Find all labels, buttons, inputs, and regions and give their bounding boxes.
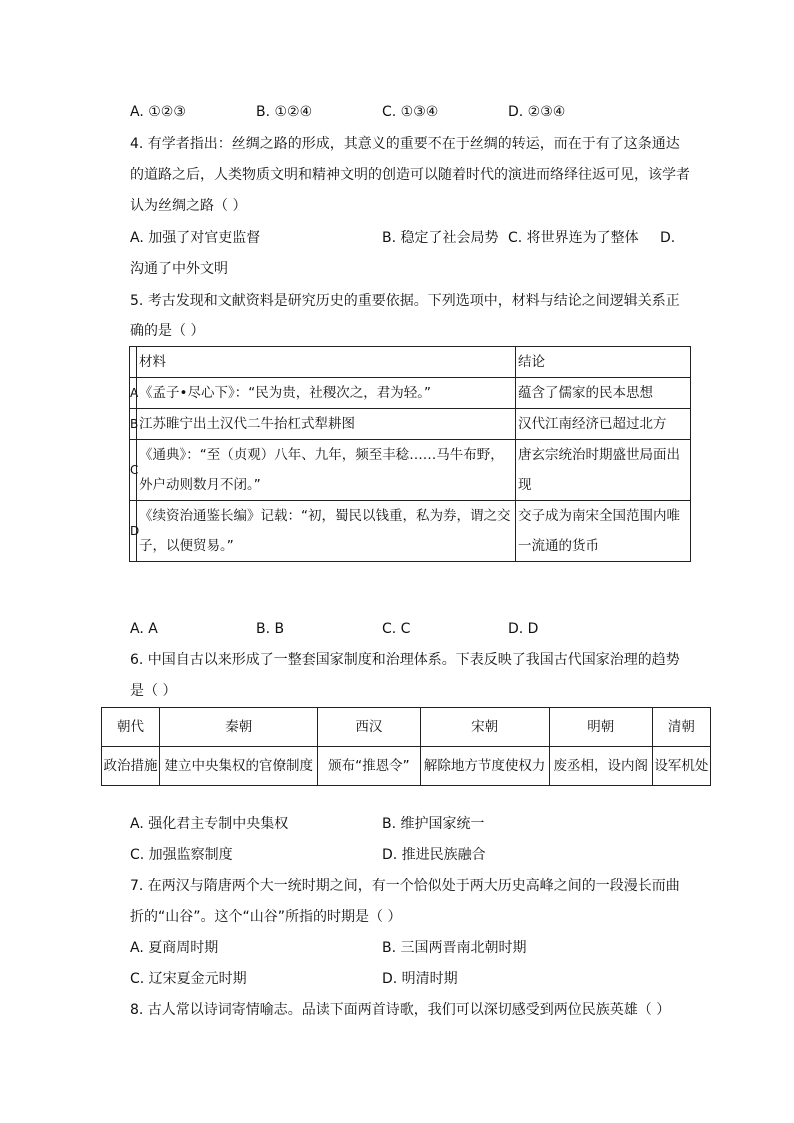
- q5-header-conclusion: 结论: [516, 347, 691, 378]
- q4-option-a[interactable]: A. 加强了对官吏监督: [130, 230, 261, 246]
- q3-option-c[interactable]: C. ①③④: [382, 104, 439, 120]
- table-row: [130, 440, 691, 501]
- q3-option-d[interactable]: D. ②③④: [508, 104, 566, 120]
- q7-option-c[interactable]: C. 辽宋夏金元时期: [130, 971, 247, 987]
- q6-option-d[interactable]: D. 推进民族融合: [382, 847, 486, 863]
- conclusion-cell: 汉代江南经济已超过北方: [516, 409, 691, 440]
- row-label: C: [130, 440, 137, 501]
- table-cell: 建立中央集权的官僚制度: [160, 747, 318, 786]
- header-cell: 秦朝: [160, 708, 318, 747]
- table-cell: 废丞相，设内阁: [549, 747, 652, 786]
- q5-option-b[interactable]: B. B: [256, 621, 285, 637]
- row-label: D: [130, 501, 137, 562]
- table-row: [130, 501, 691, 562]
- conclusion-cell: 蕴含了儒家的民本思想: [516, 378, 691, 409]
- material-cell: 《孟子•尽心下》：“民为贵，社稷次之，君为轻。”: [137, 378, 516, 409]
- q4-stem-line-1: 4. 有学者指出：丝绸之路的形成，其意义的重要不在于丝绸的转运，而在于有了这条通达: [130, 136, 680, 152]
- header-cell: 清朝: [652, 708, 710, 747]
- q4-option-c[interactable]: C. 将世界连为了整体: [508, 230, 639, 246]
- q6-option-a[interactable]: A. 强化君主专制中央集权: [130, 816, 289, 832]
- material-cell: 《续资治通鉴长编》记载：“初，蜀民以钱重，私为券，谓之交子，以便贸易。”: [137, 501, 516, 562]
- q5-header-material: 材料: [137, 347, 516, 378]
- q7-option-d[interactable]: D. 明清时期: [382, 971, 458, 987]
- table-row: [102, 747, 711, 786]
- table-cell: 解除地方节度使权力: [420, 747, 549, 786]
- q4-stem-line-2: 的道路之后，人类物质文明和精神文明的创造可以随着时代的演进而络绎往返可见，该学者: [130, 167, 690, 183]
- q6-option-c[interactable]: C. 加强监察制度: [130, 847, 233, 863]
- row-label: B: [130, 409, 137, 440]
- q5-table-header: [130, 347, 691, 378]
- q8-stem-line-1: 8. 古人常以诗词寄情喻志。品读下面两首诗歌，我们可以深切感受到两位民族英雄（ ）: [130, 1002, 671, 1018]
- q5-table: [129, 346, 691, 562]
- q5-stem-line-2: 确的是（ ）: [130, 323, 205, 339]
- row-label: A: [130, 378, 137, 409]
- q5-stem-line-1: 5. 考古发现和文献资料是研究历史的重要依据。下列选项中，材料与结论之间逻辑关系正: [130, 293, 680, 309]
- conclusion-cell: 唐玄宗统治时期盛世局面出现: [516, 440, 691, 501]
- q3-option-a[interactable]: A. ①②③: [130, 104, 186, 120]
- q6-option-b[interactable]: B. 维护国家统一: [382, 816, 485, 832]
- header-cell: 朝代: [102, 708, 160, 747]
- q5-header-label: [130, 347, 137, 378]
- q5-option-d[interactable]: D. D: [508, 621, 539, 637]
- q4-option-b[interactable]: B. 稳定了社会局势: [382, 230, 499, 246]
- q7-stem-line-2: 折的“山谷”。这个“山谷”所指的时期是（ ）: [130, 909, 402, 925]
- header-cell: 宋朝: [420, 708, 549, 747]
- q6-table-header: [102, 708, 711, 747]
- table-row: [130, 378, 691, 409]
- material-cell: 《通典》：“至（贞观）八年、九年，频至丰稔……马牛布野，外户动则数月不闭。”: [137, 440, 516, 501]
- q4-option-d[interactable]: D.: [660, 230, 676, 246]
- header-cell: 明朝: [549, 708, 652, 747]
- table-cell: 设军机处: [652, 747, 710, 786]
- header-cell: 西汉: [318, 708, 420, 747]
- table-row: [130, 409, 691, 440]
- q6-stem-line-2: 是（ ）: [130, 683, 177, 699]
- q7-option-a[interactable]: A. 夏商周时期: [130, 940, 219, 956]
- q7-option-b[interactable]: B. 三国两晋南北朝时期: [382, 940, 527, 956]
- q3-option-b[interactable]: B. ①②④: [256, 104, 313, 120]
- q6-table: [101, 707, 711, 786]
- q6-stem-line-1: 6. 中国自古以来形成了一整套国家制度和治理体系。下表反映了我国古代国家治理的趋势: [130, 652, 680, 668]
- q4-option-d-text[interactable]: 沟通了中外文明: [130, 261, 228, 277]
- conclusion-cell: 交子成为南宋全国范围内唯一流通的货币: [516, 501, 691, 562]
- q5-option-c[interactable]: C. C: [382, 621, 411, 637]
- q7-stem-line-1: 7. 在两汉与隋唐两个大一统时期之间，有一个恰似处于两大历史高峰之间的一段漫长而曲: [130, 878, 680, 894]
- q5-option-a[interactable]: A. A: [130, 621, 158, 637]
- q4-stem-line-3: 认为丝绸之路（ ）: [130, 198, 247, 214]
- table-cell: 颁布“推恩令”: [318, 747, 420, 786]
- table-cell: 政治措施: [102, 747, 160, 786]
- material-cell: 江苏睢宁出土汉代二牛抬杠式犁耕图: [137, 409, 516, 440]
